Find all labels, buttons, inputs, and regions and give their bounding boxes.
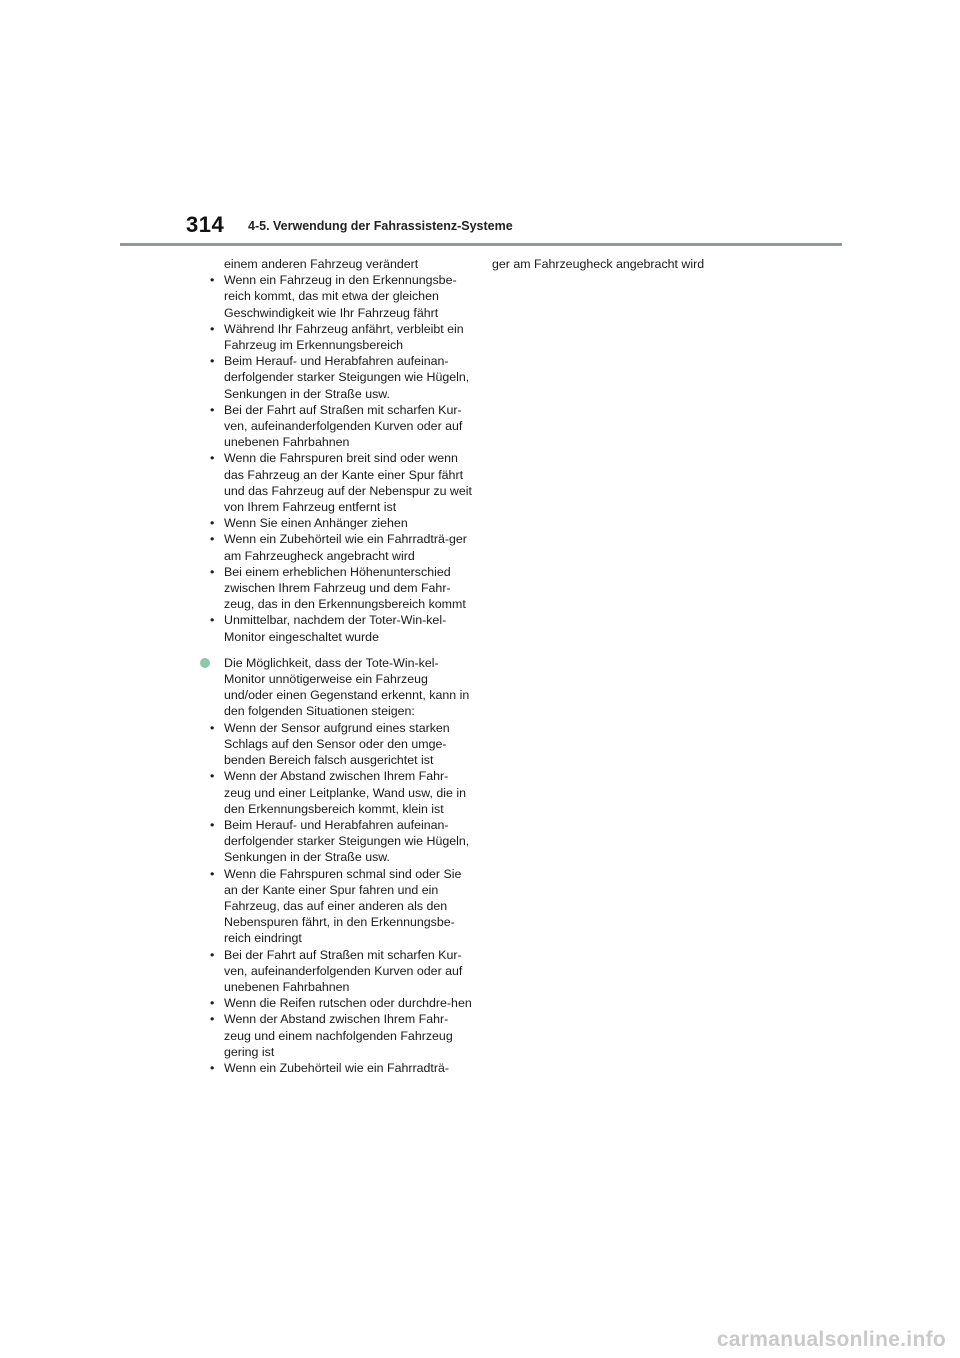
list-item: • Wenn ein Fahrzeug in den Erkennungsbe-reich kommt, das mit etwa der gleichen Geschwindigkeit wie Ihr Fahrzeug fährt xyxy=(210,273,457,320)
bullet-dot-icon: • xyxy=(210,613,215,628)
continuation-text: einem anderen Fahrzeug verändert xyxy=(224,257,419,271)
list-item: • Beim Herauf- und Herabfahren aufeinan-derfolgender starker Steigungen wie Hügeln, Senkungen in der Straße usw. xyxy=(210,354,470,401)
list-item: • Bei einem erheblichen Höhenunterschied zwischen Ihrem Fahrzeug und dem Fahr-zeug, das in den Erkennungsbereich kommt xyxy=(210,564,466,612)
page-header xyxy=(0,0,960,250)
bullet-dot-icon: • xyxy=(210,532,215,547)
bullet-dot-icon: • xyxy=(210,451,215,466)
left-column xyxy=(200,256,475,1076)
header-divider xyxy=(120,243,842,246)
bullet-dot-icon: • xyxy=(210,564,215,579)
condition-heading: Die Möglichkeit, dass der Tote-Win-kel-Monitor unnötigerweise ein Fahrzeug und/oder einen Gegenstand erkennt, kann in den folgenden Situationen steigen: xyxy=(200,655,475,720)
section-title: 4-5. Verwendung der Fahrassistenz-Systeme xyxy=(248,219,513,233)
list-item: • Wenn die Fahrspuren breit sind oder wenn das Fahrzeug an der Kante einer Spur fährt und das Fahrzeug auf der Nebenspur zu weit von Ihrem Fahrzeug entfernt ist xyxy=(210,451,472,515)
bullet-dot-icon: • xyxy=(210,273,215,288)
list-item: • Bei der Fahrt auf Straßen mit scharfen Kur-ven, aufeinanderfolgenden Kurven oder auf unebenen Fahrbahnen xyxy=(210,947,463,994)
bullet-dot-icon: • xyxy=(210,1060,215,1075)
bullet-list-2 xyxy=(200,720,475,1076)
right-column xyxy=(492,256,767,272)
bullet-dot-icon: • xyxy=(210,321,215,336)
bullet-list-1 xyxy=(200,272,475,645)
bullet-dot-icon: • xyxy=(210,817,215,832)
bullet-dot-icon: • xyxy=(210,402,215,417)
list-item: • Wenn die Reifen rutschen oder durchdre-hen xyxy=(210,996,472,1011)
watermark: carmanualsonline.info xyxy=(716,1328,946,1351)
page-number: 314 xyxy=(186,212,225,237)
continuation-text: ger am Fahrzeugheck angebracht wird xyxy=(492,257,705,271)
list-item: • Unmittelbar, nachdem der Toter-Win-kel-Monitor eingeschaltet wurde xyxy=(210,613,447,644)
list-item: • Wenn der Sensor aufgrund eines starken Schlags auf den Sensor oder den umge-benden Bereich falsch ausgerichtet ist xyxy=(210,720,450,768)
list-item: • Wenn die Fahrspuren schmal sind oder Sie an der Kante einer Spur fahren und ein Fahrzeug, das auf einer anderen als den Nebenspuren fährt, in den Erkennungsbe-reich eindringt xyxy=(210,866,462,946)
bullet-dot-icon: • xyxy=(210,354,215,369)
bullet-dot-icon: • xyxy=(210,996,215,1011)
bullet-dot-icon: • xyxy=(210,516,215,531)
bullet-dot-icon: • xyxy=(210,720,215,735)
green-circle-bullet-icon xyxy=(200,658,210,668)
bullet-dot-icon: • xyxy=(210,947,215,962)
list-item: • Beim Herauf- und Herabfahren aufeinan-derfolgender starker Steigungen wie Hügeln, Senkungen in der Straße usw. xyxy=(210,817,470,865)
bullet-dot-icon: • xyxy=(210,866,215,881)
list-item: • Wenn der Abstand zwischen Ihrem Fahr-zeug und einem nachfolgenden Fahrzeug gering ist xyxy=(210,1012,453,1059)
list-item: • Wenn ein Zubehörteil wie ein Fahrradträ- xyxy=(210,1060,449,1075)
list-item: • Wenn ein Zubehörteil wie ein Fahrradträ-ger am Fahrzeugheck angebracht wird xyxy=(210,532,467,563)
list-item: • Wenn Sie einen Anhänger ziehen xyxy=(210,516,408,531)
list-item: • Während Ihr Fahrzeug anfährt, verbleibt ein Fahrzeug im Erkennungsbereich xyxy=(210,321,464,353)
list-item: • Wenn der Abstand zwischen Ihrem Fahr-zeug und einer Leitplanke, Wand usw, die in den Erkennungsbereich kommt, klein ist xyxy=(210,769,467,816)
list-item: • Bei der Fahrt auf Straßen mit scharfen Kur-ven, aufeinanderfolgenden Kurven oder auf unebenen Fahrbahnen xyxy=(210,402,463,450)
bullet-dot-icon: • xyxy=(210,1012,215,1027)
bullet-dot-icon: • xyxy=(210,769,215,784)
